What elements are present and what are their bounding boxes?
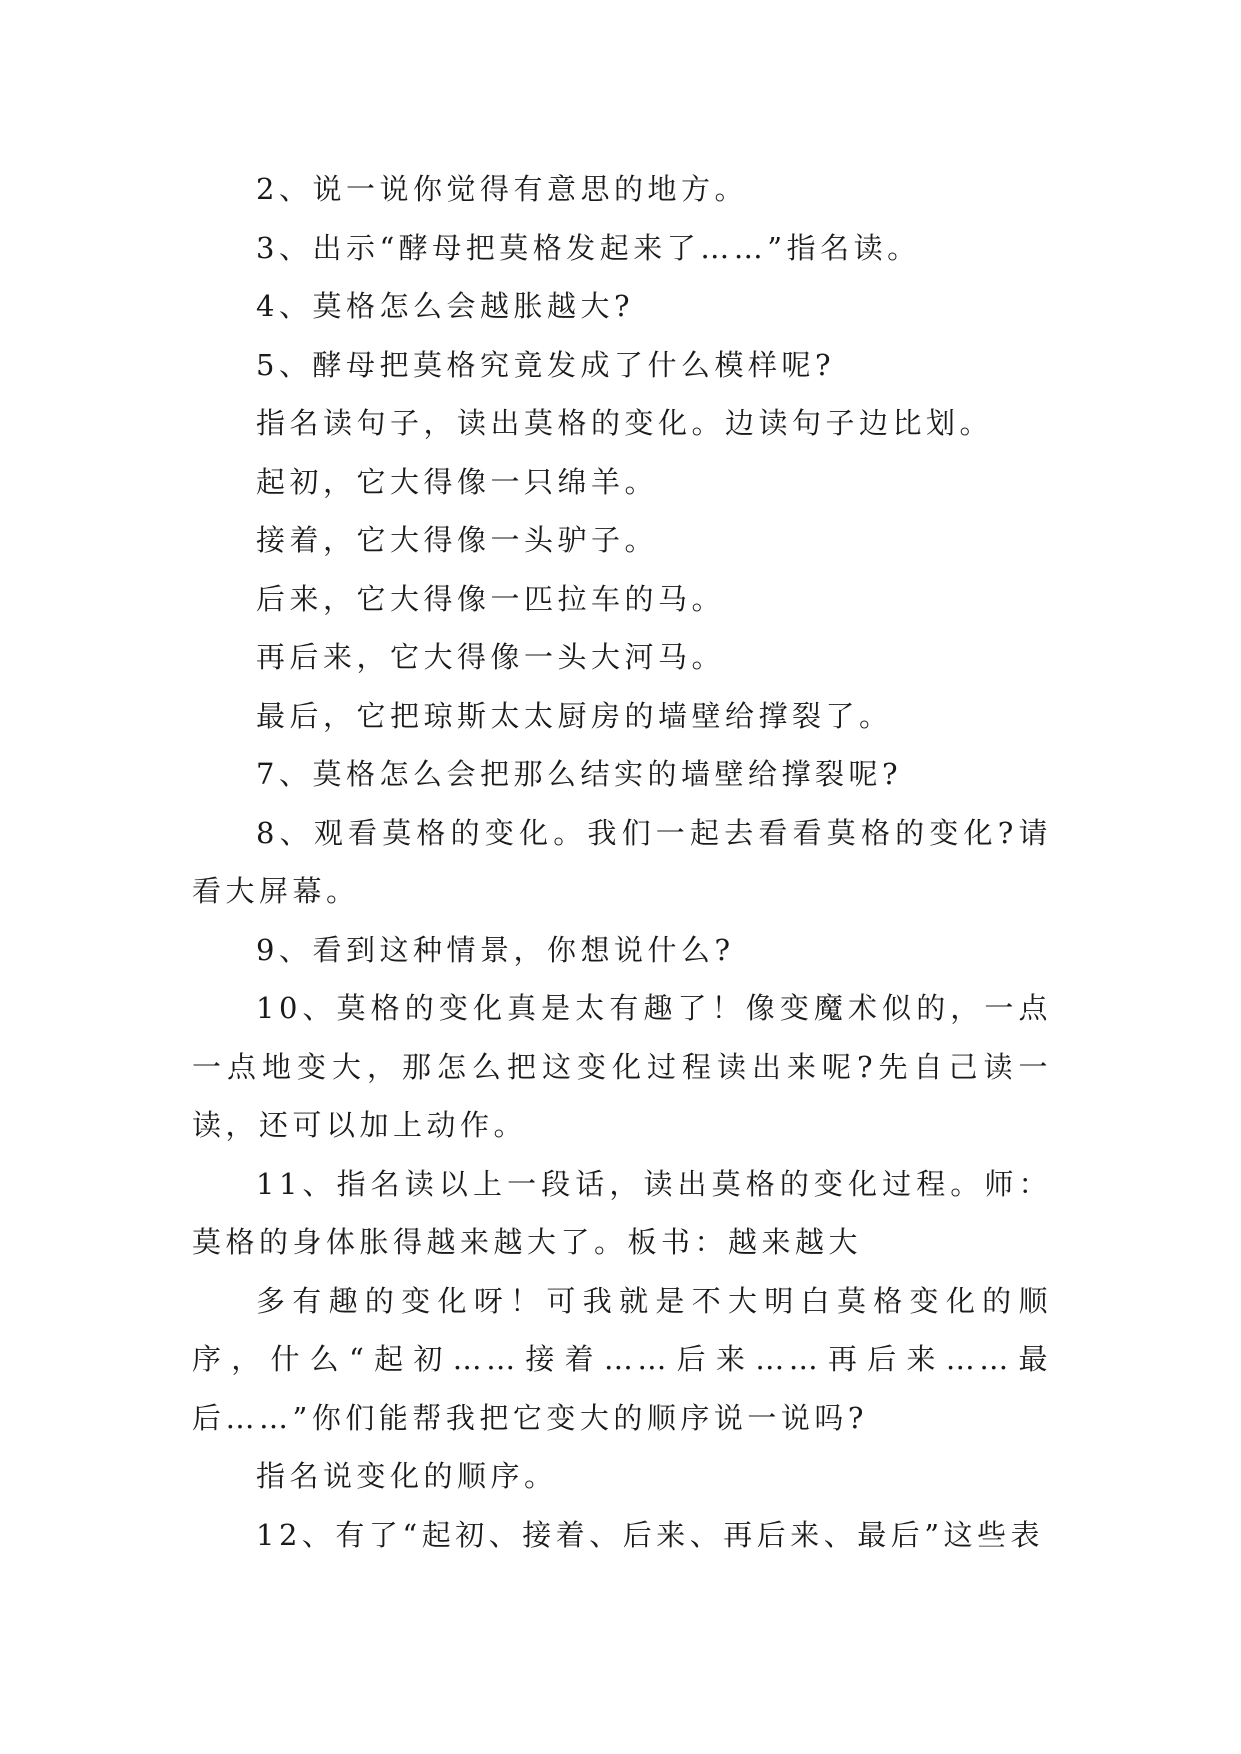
paragraph: 3、出示“酵母把莫格发起来了……”指名读。	[256, 230, 921, 265]
paragraph: 12、有了“起初、接着、后来、再后来、最后”这些表	[256, 1517, 1045, 1552]
paragraph: 指名读句子，读出莫格的变化。边读句子边比划。	[256, 406, 994, 440]
paragraph: 8、观看莫格的变化。我们一起去看看莫格的变化?请看大屏幕。	[192, 815, 1052, 908]
document-body	[192, 160, 1052, 1564]
paragraph: 多有趣的变化呀！可我就是不大明白莫格变化的顺序，什么“起初……接着……后来……再后来……最后……”你们能帮我把它变大的顺序说一说吗?	[192, 1283, 1052, 1435]
paragraph: 起初，它大得像一只绵羊。	[256, 464, 659, 499]
paragraph: 5、酵母把莫格究竟发成了什么模样呢?	[256, 347, 835, 382]
paragraph: 2、说一说你觉得有意思的地方。	[256, 172, 748, 206]
paragraph: 指名说变化的顺序。	[256, 1459, 558, 1493]
paragraph: 7、莫格怎么会把那么结实的墙壁给撑裂呢?	[256, 757, 902, 791]
paragraph: 再后来，它大得像一头大河马。	[256, 640, 726, 674]
paragraph: 4、莫格怎么会越胀越大?	[256, 289, 634, 323]
paragraph: 10、莫格的变化真是太有趣了！像变魔术似的，一点一点地变大，那怎么把这变化过程读出来呢?先自己读一读，还可以加上动作。	[192, 991, 1052, 1142]
paragraph: 最后，它把琼斯太太厨房的墙壁给撑裂了。	[256, 698, 893, 733]
paragraph: 9、看到这种情景，你想说什么?	[256, 932, 735, 967]
paragraph: 后来，它大得像一匹拉车的马。	[256, 581, 726, 616]
paragraph: 接着，它大得像一头驴子。	[256, 523, 659, 557]
paragraph: 11、指名读以上一段话，读出莫格的变化过程。师：莫格的身体胀得越来越大了。板书：越来越大	[192, 1166, 1052, 1259]
